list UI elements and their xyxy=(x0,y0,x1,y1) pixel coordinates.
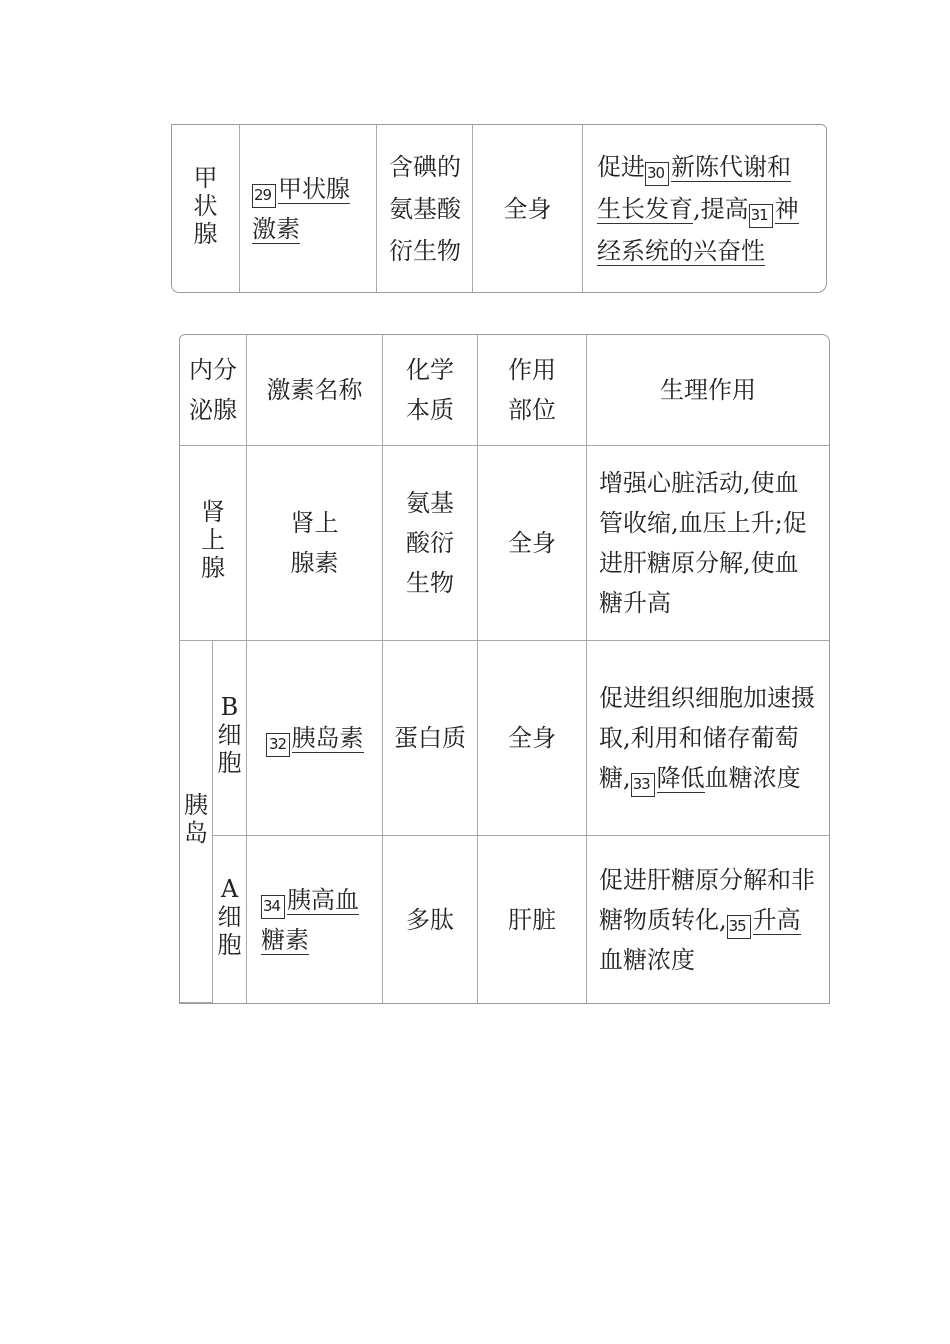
header-row xyxy=(180,335,829,446)
target-cell xyxy=(478,836,587,1003)
header-text: 内分泌腺 xyxy=(189,356,237,424)
effect-cell xyxy=(587,641,829,836)
blank-number: 33 xyxy=(631,773,655,797)
answer-text: 激素 xyxy=(252,214,300,243)
hormone-table xyxy=(179,334,830,1004)
gland-name: 肾上腺 xyxy=(200,498,225,582)
effect-text: 促进 xyxy=(597,152,645,181)
thyroid-table xyxy=(171,124,827,293)
answer-text: 糖素 xyxy=(261,925,309,954)
effect-text: ,提高 xyxy=(693,194,749,223)
blank-number: 31 xyxy=(749,204,773,228)
target-text: 全身 xyxy=(503,194,552,223)
nature-text: 含碘的氨基酸衍生物 xyxy=(389,152,461,265)
header-target xyxy=(478,335,587,446)
cell-type: A细胞 xyxy=(217,874,242,959)
effect-cell xyxy=(587,446,829,641)
gland-name: 甲状腺 xyxy=(193,163,218,248)
header-text: 化学本质 xyxy=(406,356,454,424)
gland-cell xyxy=(172,125,240,292)
nature-cell xyxy=(377,125,473,292)
gland-cell xyxy=(180,446,247,641)
answer-text: 生长发育 xyxy=(597,194,693,223)
blank-number: 32 xyxy=(266,733,290,757)
header-text: 作用部位 xyxy=(508,356,556,424)
hormone-cell xyxy=(247,446,383,641)
hormone-cell xyxy=(247,641,383,836)
nature-cell xyxy=(383,641,478,836)
target-text: 全身 xyxy=(508,724,556,752)
nature-text: 氨基酸衍生物 xyxy=(406,489,454,597)
gland-name: 胰岛 xyxy=(183,790,208,847)
target-cell xyxy=(478,446,587,641)
header-text: 生理作用 xyxy=(660,376,756,404)
answer-text: 神 xyxy=(774,194,799,223)
effect-text: 增强心脏活动,使血管收缩,血压上升;促进肝糖原分解,使血糖升高 xyxy=(599,469,807,617)
answer-text: 新陈代谢和 xyxy=(671,152,791,181)
target-cell xyxy=(478,641,587,836)
answer-text: 胰高血 xyxy=(287,885,359,914)
effect-cell xyxy=(583,125,826,292)
answer-text: 经系统的兴奋性 xyxy=(597,236,765,265)
blank-number: 35 xyxy=(727,915,751,939)
effect-text: 血糖浓度 xyxy=(704,764,801,792)
answer-text: 降低 xyxy=(656,764,705,792)
effect-text: 促进组织细胞加速摄取,利用和储存葡萄糖, xyxy=(599,684,815,792)
hormone-cell xyxy=(247,836,383,1003)
table-row xyxy=(180,641,829,836)
nature-text: 蛋白质 xyxy=(394,724,466,752)
table-row xyxy=(172,125,826,292)
hormone-text: 肾上腺素 xyxy=(290,509,339,577)
target-cell xyxy=(473,125,583,292)
blank-number: 34 xyxy=(261,895,285,919)
table-row xyxy=(180,446,829,641)
blank-number: 30 xyxy=(645,162,669,186)
hormone-cell xyxy=(240,125,377,292)
target-text: 全身 xyxy=(508,529,556,557)
answer-text: 甲状腺 xyxy=(278,174,350,203)
header-hormone xyxy=(247,335,383,446)
cell-type: B细胞 xyxy=(217,693,242,777)
gland-cell xyxy=(180,641,213,1003)
answer-text: 胰岛素 xyxy=(291,724,364,752)
nature-text: 多肽 xyxy=(406,905,454,934)
blank-number: 29 xyxy=(252,184,276,208)
effect-cell xyxy=(587,836,829,1003)
effect-text: 血糖浓度 xyxy=(599,945,695,974)
cell-type-cell xyxy=(213,641,247,836)
table-row xyxy=(180,836,829,1003)
header-nature xyxy=(383,335,478,446)
nature-cell xyxy=(383,446,478,641)
target-text: 肝脏 xyxy=(508,905,556,934)
header-text: 激素名称 xyxy=(266,376,363,404)
cell-type-cell xyxy=(213,836,247,1003)
answer-text: 升高 xyxy=(752,905,801,934)
header-effect xyxy=(587,335,829,446)
effect-text: 促进肝糖原分解和非糖物质转化, xyxy=(599,865,815,934)
nature-cell xyxy=(383,836,478,1003)
header-gland xyxy=(180,335,247,446)
